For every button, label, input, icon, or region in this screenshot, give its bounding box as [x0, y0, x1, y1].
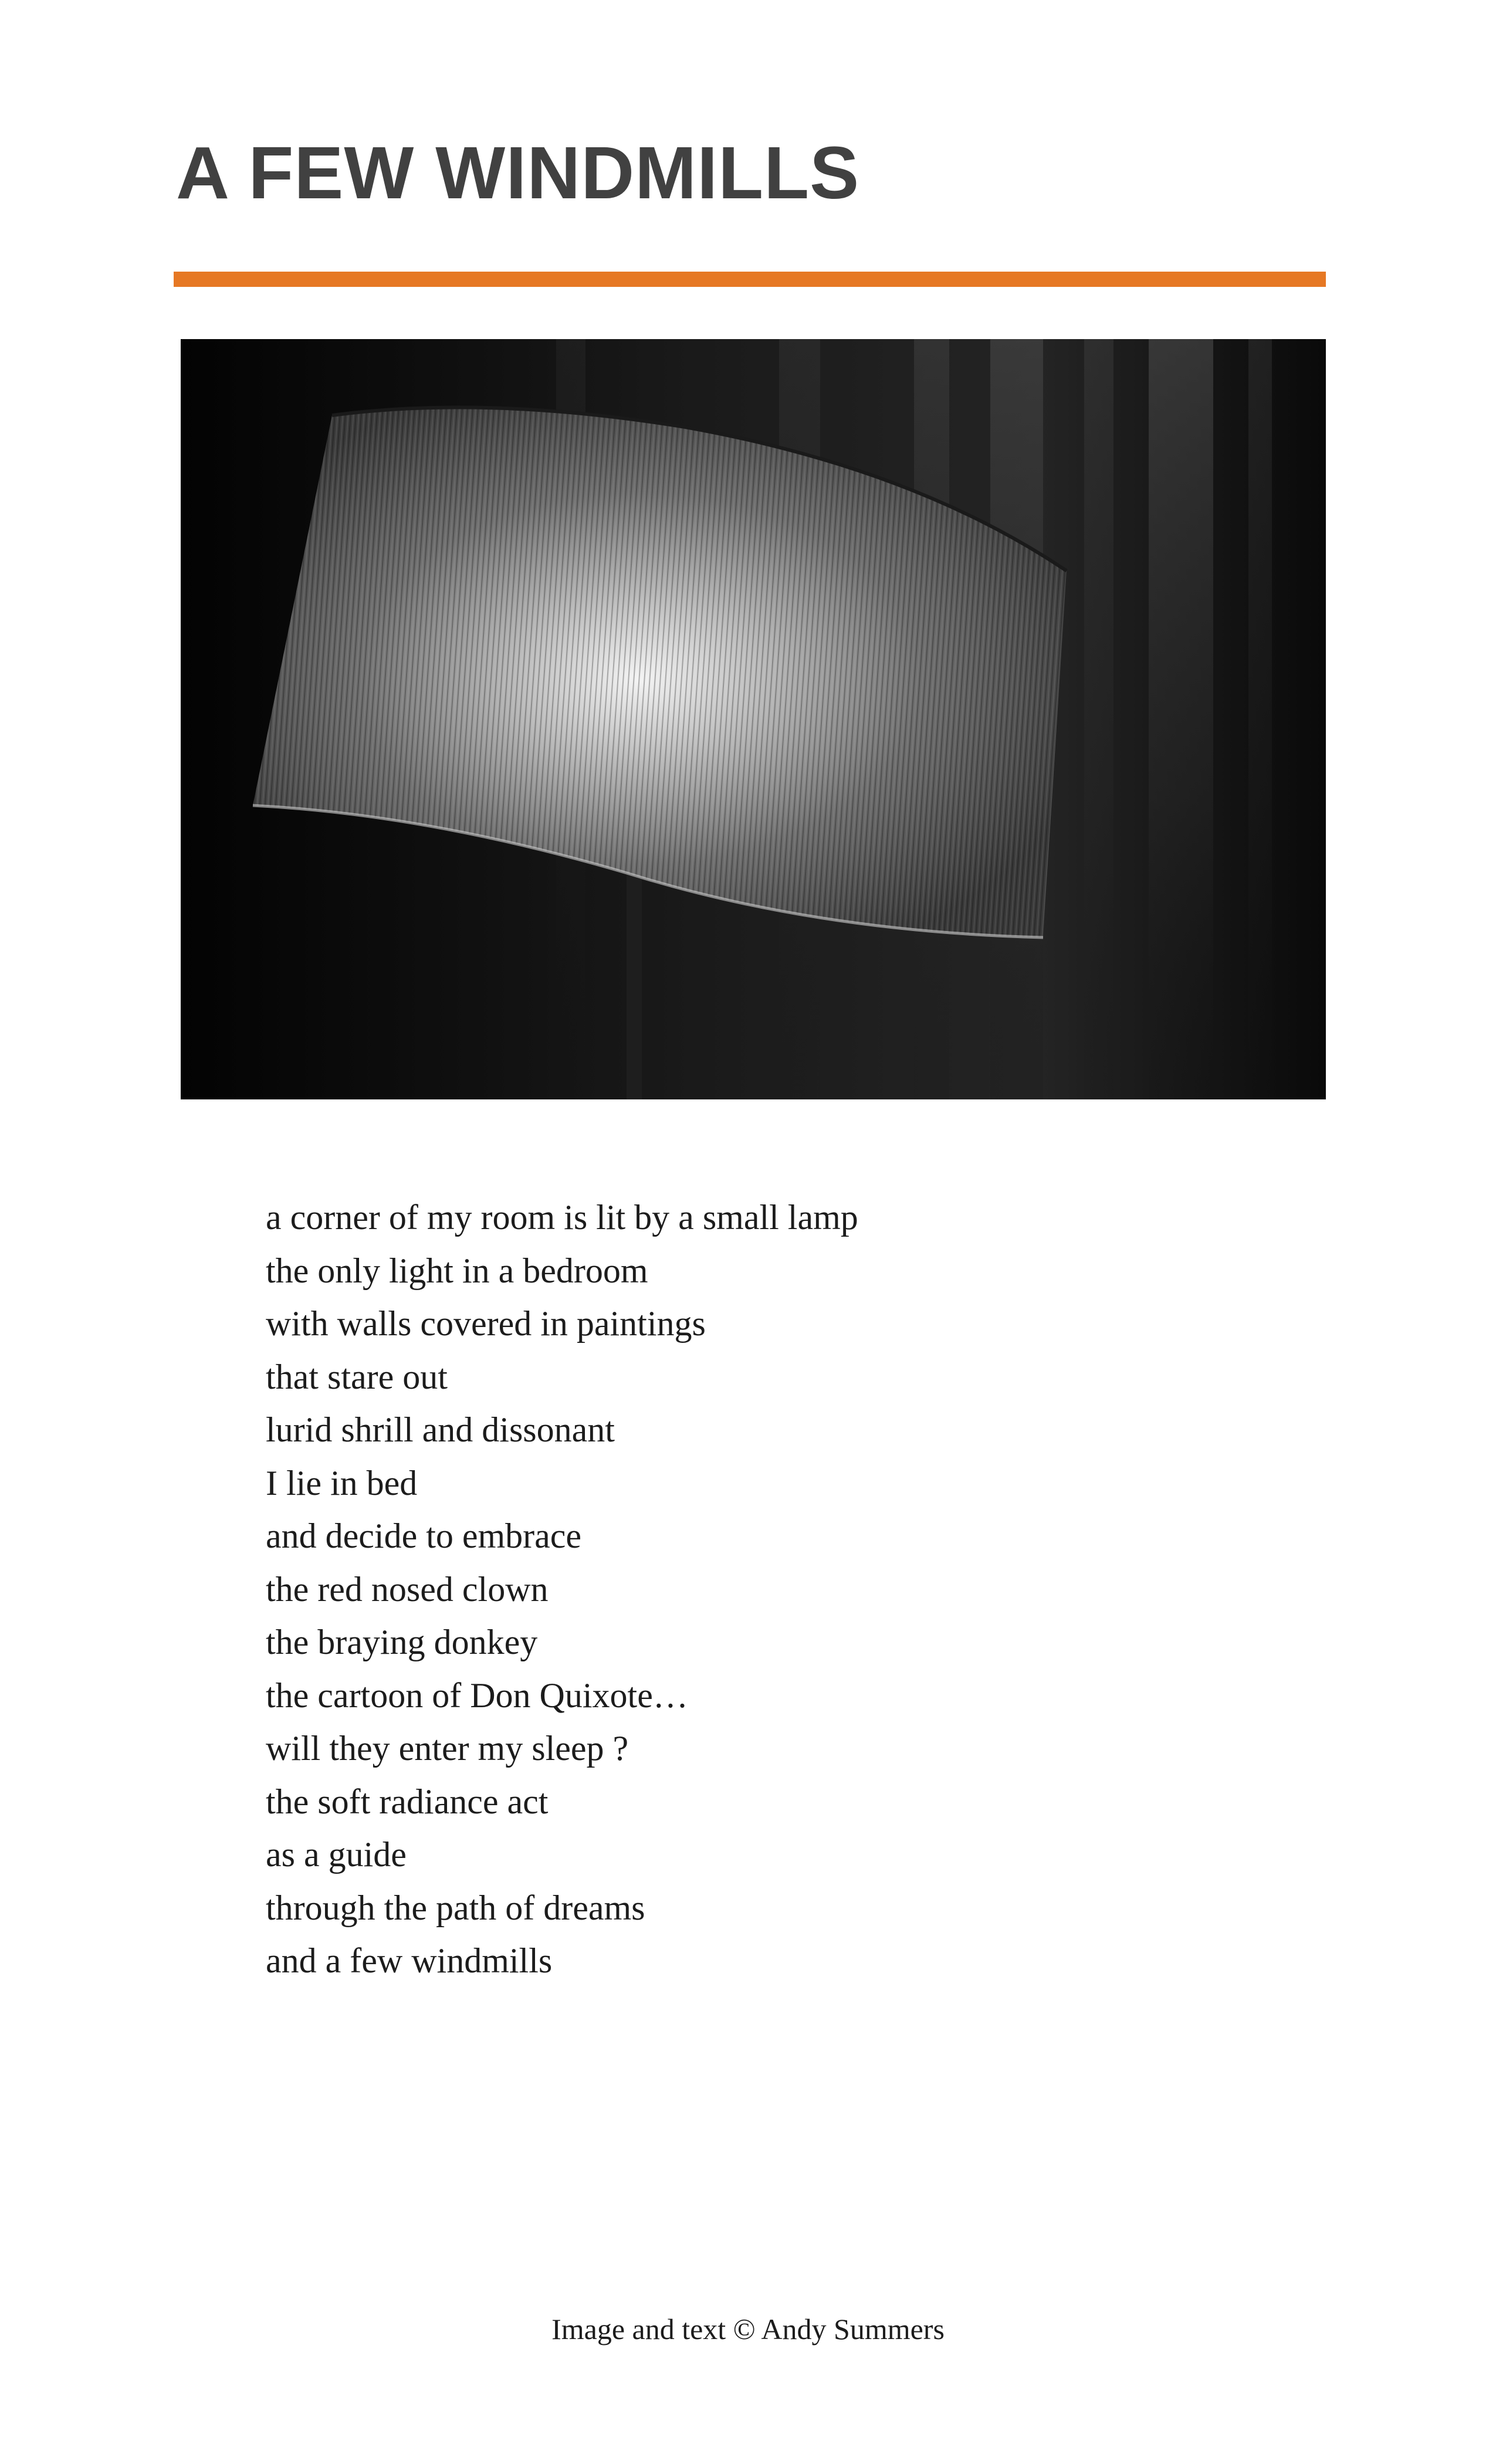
poem-line: and a few windmills: [266, 1941, 553, 1980]
poem-line: a corner of my room is lit by a small lamp: [266, 1198, 858, 1237]
poem-line: through the path of dreams: [266, 1888, 645, 1927]
poem-line: lurid shrill and dissonant: [266, 1410, 615, 1449]
lamp-shade-icon: [181, 339, 1326, 1099]
poem-line: the red nosed clown: [266, 1569, 549, 1609]
poem-text: [266, 1191, 858, 1988]
poem-line: as a guide: [266, 1835, 407, 1874]
poem-line: the braying donkey: [266, 1623, 538, 1661]
lamp-photo: [181, 339, 1326, 1099]
page-title: A FEW WINDMILLS: [176, 131, 860, 214]
copyright-credit: Image and text © Andy Summers: [551, 2313, 945, 2345]
title-divider: [174, 272, 1326, 287]
poem-line: and decide to embrace: [266, 1517, 582, 1555]
poem-line: the cartoon of Don Quixote…: [266, 1676, 688, 1715]
poem-line: I lie in bed: [266, 1463, 418, 1502]
poem-line: that stare out: [266, 1357, 448, 1396]
poem-line: the soft radiance act: [266, 1782, 549, 1821]
poem-line: with walls covered in paintings: [266, 1304, 706, 1343]
poem-line: the only light in a bedroom: [266, 1251, 648, 1290]
poem-line: will they enter my sleep ?: [266, 1729, 629, 1768]
